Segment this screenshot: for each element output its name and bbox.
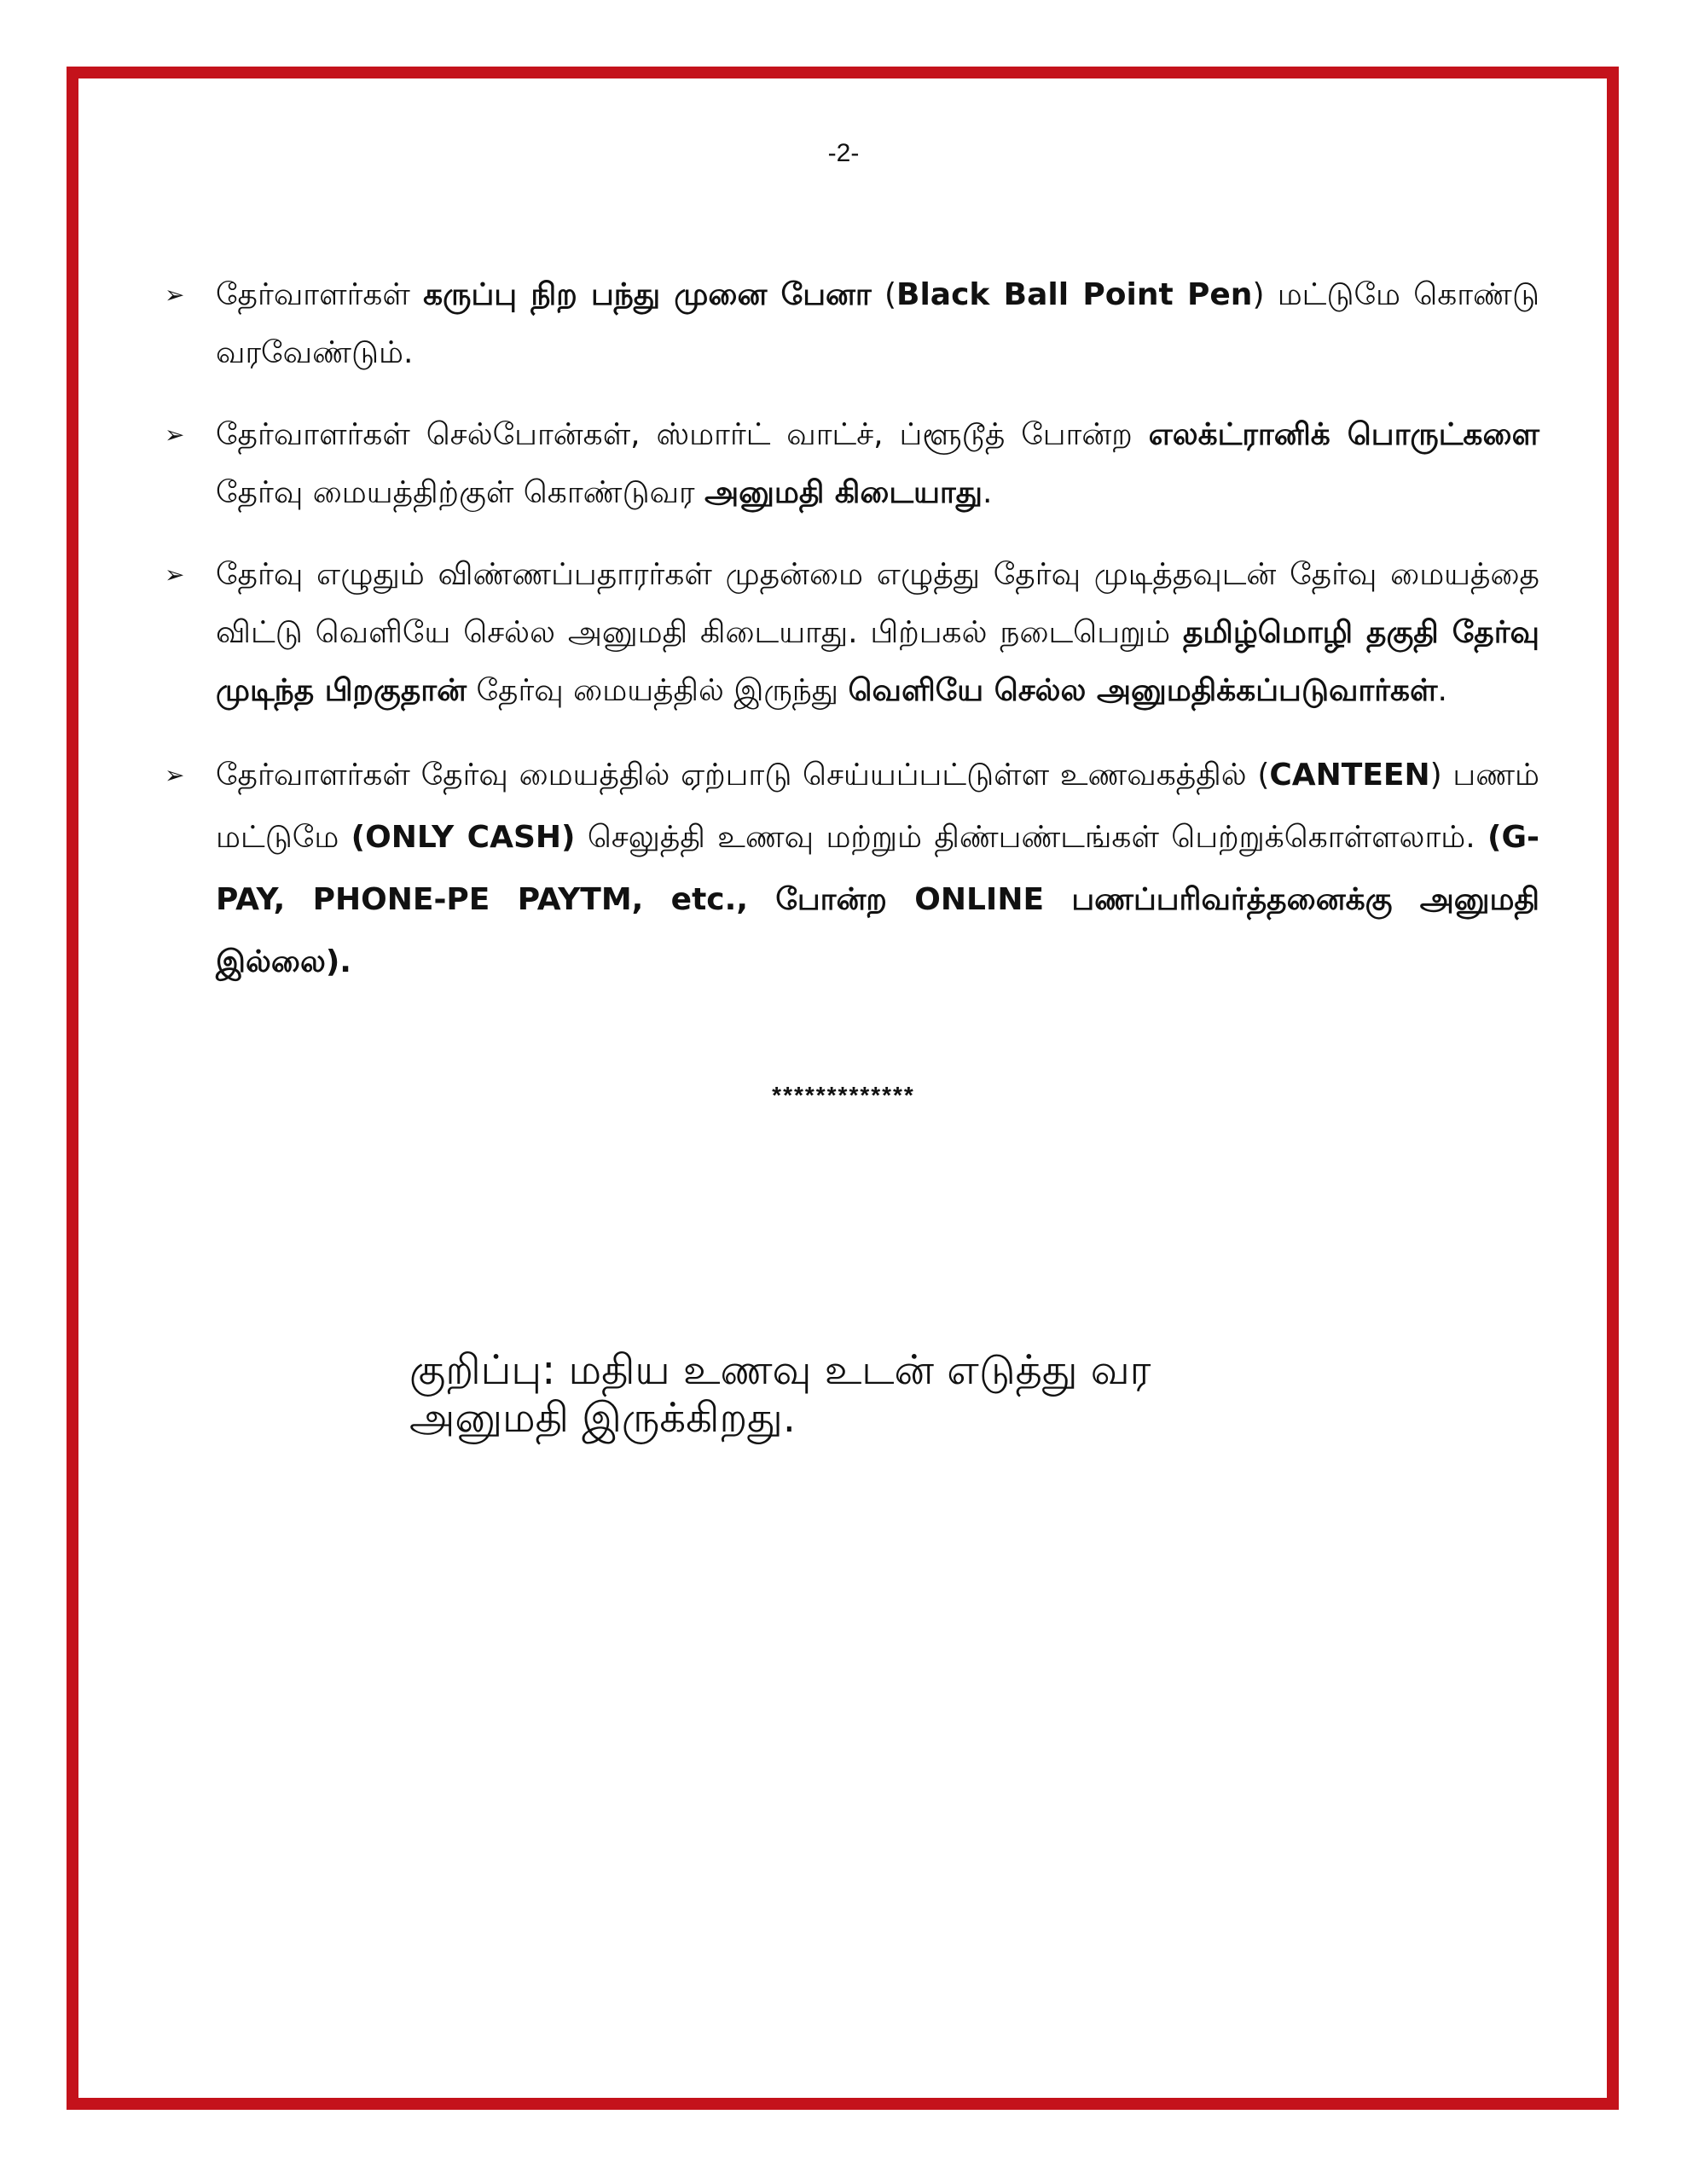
bullet-text: . <box>982 475 993 510</box>
separator-stars: ************* <box>772 1082 915 1108</box>
bullet-text-bold: எலக்ட்ரானிக் பொருட்களை <box>1148 417 1540 452</box>
bullet-text: தேர்வாளர்கள் தேர்வு மையத்தில் ஏற்பாடு செய்யப்பட்டுள்ள உணவகத்தில் ( <box>216 758 1270 793</box>
bullet-text-bold: கருப்பு நிற பந்து முனை பேனா <box>423 277 872 312</box>
bullet-text: ) மட்டுமே கொண்டு வரவேண்டும். <box>216 277 1539 370</box>
bullet-text: ) பணம் மட்டுமே <box>216 758 1539 855</box>
instruction-list <box>165 266 1539 1017</box>
bullet-text-bold: (G-PAY, PHONE-PE PAYTM, etc., போன்ற ONLINE பணப்பரிவர்த்தனைக்கு அனுமதி இல்லை). <box>216 820 1539 979</box>
list-item <box>165 744 1539 993</box>
bullet-text-bold: Black Ball Point Pen <box>896 277 1253 312</box>
bullet-text-bold: (ONLY CASH) <box>351 820 576 855</box>
page-number: -2- <box>827 139 860 167</box>
bullet-text: தேர்வாளர்கள் செல்போன்கள், ஸ்மார்ட் வாட்ச், ப்ளூடூத் போன்ற <box>216 417 1149 452</box>
bullet-text: ( <box>871 277 897 312</box>
arrow-bullet-icon: ➢ <box>165 761 185 789</box>
list-item <box>165 406 1539 522</box>
bullet-text: . <box>1437 673 1447 708</box>
note-line: குறிப்பு: மதிய உணவு உடன் எடுத்து வர <box>409 1346 1151 1394</box>
arrow-bullet-icon: ➢ <box>165 421 185 449</box>
bullet-text: தேர்வு மையத்திற்குள் கொண்டுவர <box>216 475 705 510</box>
bullet-text: செலுத்தி உணவு மற்றும் திண்பண்டங்கள் பெற்றுக்கொள்ளலாம். <box>575 820 1488 855</box>
lunch-note <box>409 1346 1433 1442</box>
arrow-bullet-icon: ➢ <box>165 281 185 309</box>
bullet-text-bold: CANTEEN <box>1269 758 1430 793</box>
bullet-text-bold: அனுமதி கிடையாது <box>704 475 983 510</box>
list-item <box>165 546 1539 720</box>
bullet-text: தேர்வு மையத்தில் இருந்து <box>467 673 849 708</box>
arrow-bullet-icon: ➢ <box>165 561 185 589</box>
bullet-text-bold: வெளியே செல்ல அனுமதிக்கப்படுவார்கள் <box>848 673 1438 708</box>
note-line: அனுமதி இருக்கிறது. <box>409 1394 796 1442</box>
bullet-text: தேர்வு எழுதும் விண்ணப்பதாரர்கள் முதன்மை எழுத்து தேர்வு முடித்தவுடன் தேர்வு மையத்தை விட்டு வெளியே செல்ல அனுமதி கிடையாது. பிற்பகல் நடைபெறும் <box>216 557 1539 650</box>
bullet-text: தேர்வாளர்கள் <box>216 277 424 312</box>
bullet-text-bold: தமிழ்மொழி தகுதி தேர்வு முடிந்த பிறகுதான் <box>216 615 1539 708</box>
list-item <box>165 266 1539 382</box>
